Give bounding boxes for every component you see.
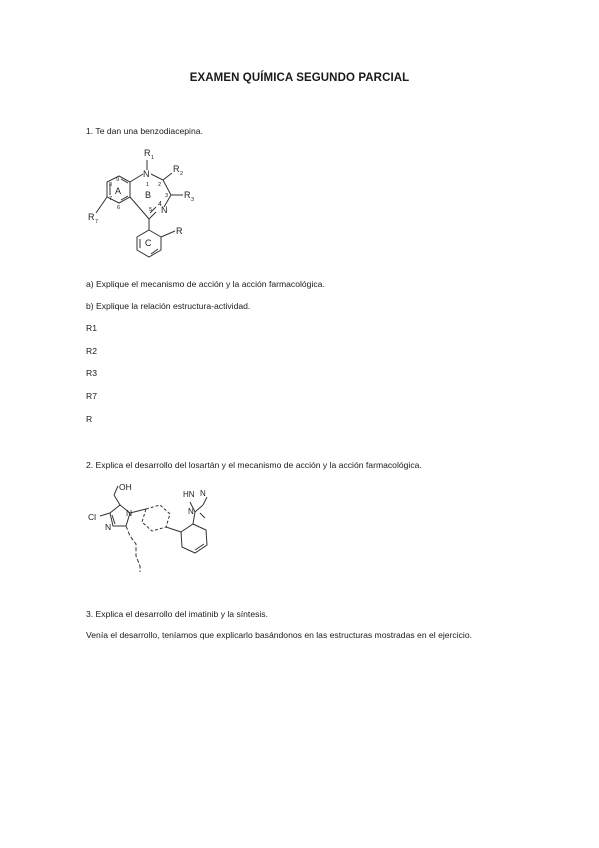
position-4: 4 (158, 201, 162, 208)
imidazole-n1: N (126, 508, 133, 518)
question-2-prompt: 2. Explica el desarrollo del losartán y el mecanismo de acción y la acción farmacológica. (86, 460, 422, 470)
question-1-part-a: a) Explique el mecanismo de acción y la acción farmacológica. (86, 279, 325, 289)
question-1-prompt: 1. Te dan una benzodiacepina. (86, 126, 203, 136)
n1-atom: N (143, 169, 150, 179)
benzodiazepine-structure (84, 145, 204, 265)
page-title: EXAMEN QUÍMICA SEGUNDO PARCIAL (189, 72, 410, 84)
ring-a-label: A (115, 186, 122, 196)
question-1-part-b: b) Explique la relación estructura-actividad. (86, 301, 251, 311)
n4-atom: N (161, 205, 168, 215)
r7-label: R (88, 212, 95, 222)
tetrazole-n4: N (188, 507, 194, 516)
cl-label: Cl (88, 512, 97, 522)
ring-c-label: C (145, 238, 152, 248)
position-1: 1 (146, 182, 150, 188)
substituent-r2: R2 (86, 346, 97, 356)
substituent-r1: R1 (86, 323, 97, 333)
r2-subscript: 2 (180, 171, 184, 177)
substituent-r3: R3 (86, 368, 97, 378)
position-7: 7 (109, 196, 113, 202)
position-9: 9 (116, 177, 120, 183)
question-3-prompt: 3. Explica el desarrollo del imatinib y la síntesis. (86, 609, 268, 619)
position-3: 3 (165, 193, 169, 199)
imidazole-n2: N (105, 522, 112, 532)
position-5: 5 (149, 207, 153, 213)
ring-b-label: B (145, 190, 152, 200)
oh-label: OH (119, 482, 132, 492)
position-8: 8 (109, 182, 113, 188)
r3-label: R (184, 190, 191, 200)
r7-subscript: 7 (95, 219, 99, 225)
position-2: 2 (158, 182, 162, 188)
r1-subscript: 1 (151, 155, 155, 161)
r-label: R (176, 226, 183, 236)
losartan-structure (84, 478, 219, 578)
position-6: 6 (117, 205, 121, 211)
tetrazole-hn: HN (183, 490, 195, 499)
substituent-r: R (86, 414, 93, 424)
tetrazole-n3: N (200, 489, 206, 498)
question-3-note: Venía el desarrollo, teníamos que explicarlo basándonos en las estructuras mostradas en el ejercicio. (86, 630, 472, 640)
r3-subscript: 3 (191, 197, 195, 203)
r1-label: R (144, 148, 151, 158)
r2-label: R (173, 164, 180, 174)
substituent-r7: R7 (86, 391, 97, 401)
